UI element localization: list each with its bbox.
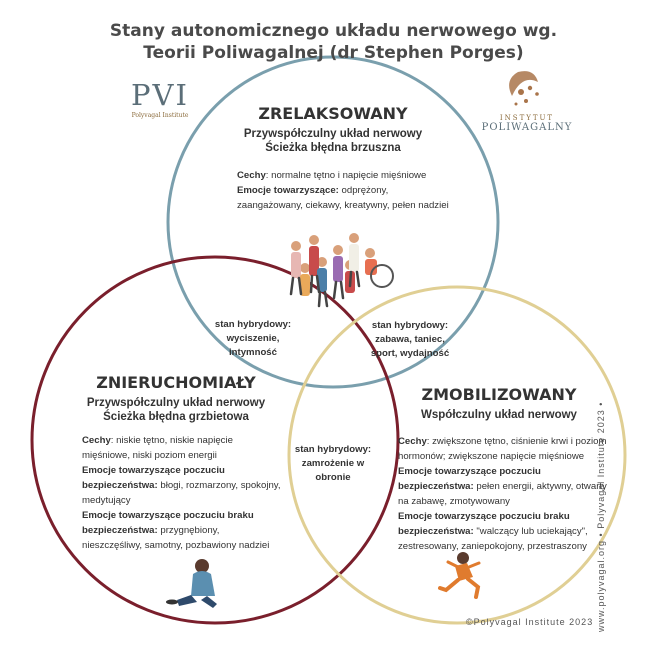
mobilized-description — [398, 434, 610, 554]
hybrid-right-line-2: zabawa, taniec, — [375, 334, 445, 345]
hybrid-left-line-2: wyciszenie, — [226, 333, 280, 344]
relaxed-emotions — [237, 183, 452, 213]
mobilized-unsafe-text: "walczący lub uciekający", zestresowany, zaniepokojony, przestraszony — [398, 526, 588, 552]
relaxed-traits-text: : normalne tętno i napięcie mięśniowe — [265, 170, 427, 181]
mobilized-traits-label: Cechy — [398, 436, 427, 447]
mobilized-safety-text: pełen energii, aktywny, otwarty na zabawę, zmotywowany — [398, 481, 607, 507]
instytut-logo-line-2: POLIWAGALNY — [481, 122, 573, 133]
relaxed-sub-1: Przywspółczulny układ nerwowy — [243, 128, 423, 140]
relaxed-emotions-label: Emocje towarzyszące: — [237, 185, 339, 196]
immobilized-sub-2: Ścieżka błędna grzbietowa — [103, 411, 249, 423]
relaxed-emotions-text: odprężony, zaangażowany, ciekawy, kreatywny, pełen nadziei — [237, 185, 449, 211]
immobilized-heading — [66, 373, 286, 424]
running-person-illustration — [440, 552, 479, 597]
immobilized-safety-text: błogi, rozmarzony, spokojny, medytujący — [82, 480, 281, 506]
sitting-person-illustration — [166, 559, 217, 608]
instytut-logo-line-1: INSTYTUT — [499, 114, 555, 122]
mobilized-name: ZMOBILIZOWANY — [421, 385, 577, 404]
immobilized-sub-1: Przywspółczulny układ nerwowy — [86, 397, 266, 409]
instytut-logo-text — [472, 112, 582, 133]
hybrid-right-line-3: sport, wydajność — [370, 348, 450, 359]
pvi-logo — [130, 80, 190, 119]
mobilized-sub-1: Współczulny układ nerwowy — [421, 409, 577, 421]
relaxed-sub-2: Ścieżka błędna brzuszna — [265, 142, 401, 154]
immobilized-unsafe-label: Emocje towarzyszące poczuciu braku bezpieczeństwa: — [82, 510, 254, 536]
pvi-logo-sub: Polyvagal Institute — [131, 112, 189, 119]
title-line-2: Teorii Poliwagalnej (dr Stephen Porges) — [143, 43, 524, 63]
immobilized-safety — [82, 463, 282, 508]
hybrid-left-line-1: stan hybrydowy: — [214, 319, 292, 330]
relaxed-heading — [233, 104, 433, 155]
immobilized-safety-label: Emocje towarzyszące poczuciu bezpieczeństwa: — [82, 465, 225, 491]
immobilized-description — [82, 433, 282, 553]
immobilized-traits-label: Cechy — [82, 435, 111, 446]
people-group-illustration — [291, 233, 393, 306]
hybrid-bottom-line-3: obronie — [315, 472, 351, 483]
pvi-logo-mark: PVI — [131, 78, 189, 112]
mobilized-safety — [398, 464, 610, 509]
title-line-1: Stany autonomicznego układu nerwowego wg. — [109, 21, 558, 41]
immobilized-name: ZNIERUCHOMIAŁY — [96, 373, 256, 392]
hybrid-left-line-3: intymność — [229, 347, 277, 358]
hybrid-bottom — [278, 443, 388, 485]
mobilized-safety-label: Emocje towarzyszące poczuciu bezpieczeństwa: — [398, 466, 541, 492]
relaxed-traits — [237, 168, 452, 183]
hybrid-right-line-1: stan hybrydowy: — [371, 320, 449, 331]
hybrid-bottom-line-2: zamrożenie w — [301, 458, 365, 469]
relaxed-description — [237, 168, 452, 213]
mobilized-traits-text: : zwiększone tętno, ciśnienie krwi i poziom hormonów; zwiększone napięcie mięśniowe — [398, 436, 607, 462]
immobilized-traits — [82, 433, 282, 463]
mobilized-traits — [398, 434, 610, 464]
hybrid-bottom-line-1: stan hybrydowy: — [294, 444, 372, 455]
immobilized-unsafe — [82, 508, 282, 553]
instytut-logo-icon — [509, 71, 539, 105]
copyright-bottom: ©Polyvagal Institute 2023 — [466, 617, 594, 627]
immobilized-traits-text: : niskie tętno, niskie napięcie mięśniowe, niski poziom energii — [82, 435, 233, 461]
hybrid-right — [355, 319, 465, 361]
copyright-vertical: www.polyvagal.org • Polyvagal Institute 2023 • — [596, 401, 606, 632]
mobilized-unsafe-label: Emocje towarzyszące poczuciu braku bezpieczeństwa: — [398, 511, 570, 537]
relaxed-name: ZRELAKSOWANY — [258, 104, 408, 123]
mobilized-heading — [399, 385, 599, 422]
hybrid-left — [198, 318, 308, 360]
immobilized-unsafe-text: przygnębiony, nieszczęśliwy, samotny, pozbawiony nadziei — [82, 525, 270, 551]
relaxed-traits-label: Cechy — [237, 170, 266, 181]
page-title — [0, 20, 667, 64]
mobilized-unsafe — [398, 509, 610, 554]
